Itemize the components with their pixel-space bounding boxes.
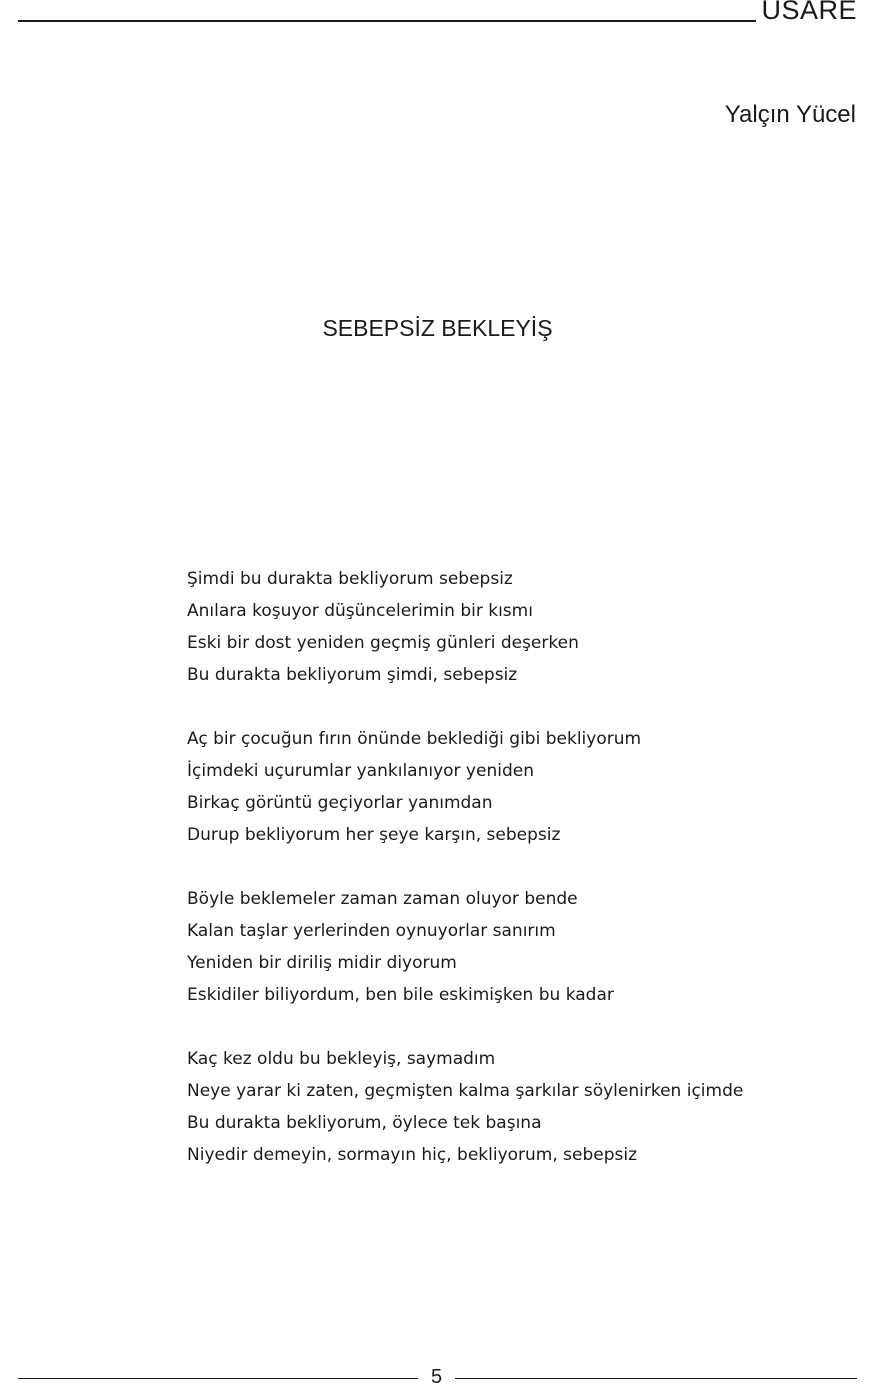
poem-line: Şimdi bu durakta bekliyorum sebepsiz <box>187 569 513 589</box>
poem-line: İçimdeki uçurumlar yankılanıyor yeniden <box>187 761 534 781</box>
poem-body <box>187 566 827 1206</box>
poem-title: SEBEPSİZ BEKLEYİŞ <box>322 315 553 341</box>
poem-line: Birkaç görüntü geçiyorlar yanımdan <box>187 793 493 813</box>
poem-line: Durup bekliyorum her şeye karşın, sebepsiz <box>187 825 561 845</box>
magazine-name: USARE <box>761 0 857 25</box>
footer-rule-right <box>455 1378 857 1379</box>
poem-line: Eskidiler biliyordum, ben bile eskimişken bu kadar <box>187 985 614 1005</box>
poem-line: Niyedir demeyin, sormayın hiç, bekliyorum, sebepsiz <box>187 1145 638 1165</box>
poem-line: Böyle beklemeler zaman zaman oluyor bende <box>187 889 578 909</box>
stanza-2 <box>187 726 827 854</box>
poem-line: Aç bir çocuğun fırın önünde beklediği gibi bekliyorum <box>187 729 642 749</box>
poem-line: Kaç kez oldu bu bekleyiş, saymadım <box>187 1049 496 1069</box>
footer-rule-left <box>18 1378 418 1379</box>
stanza-4 <box>187 1046 827 1174</box>
poem-line: Bu durakta bekliyorum şimdi, sebepsiz <box>187 665 518 685</box>
poem-line: Bu durakta bekliyorum, öylece tek başına <box>187 1113 542 1133</box>
poem-line: Anılara koşuyor düşüncelerimin bir kısmı <box>187 601 533 621</box>
author-name: Yalçın Yücel <box>724 101 856 128</box>
header-rule <box>18 20 756 22</box>
poem-line: Yeniden bir diriliş midir diyorum <box>187 953 457 973</box>
poem-line: Neye yarar ki zaten, geçmişten kalma şarkılar söylenirken içimde <box>187 1081 744 1101</box>
poem-line: Kalan taşlar yerlerinden oynuyorlar sanırım <box>187 921 556 941</box>
stanza-3 <box>187 886 827 1014</box>
stanza-1 <box>187 566 827 694</box>
page-number: 5 <box>430 1366 443 1388</box>
poem-line: Eski bir dost yeniden geçmiş günleri deşerken <box>187 633 579 653</box>
